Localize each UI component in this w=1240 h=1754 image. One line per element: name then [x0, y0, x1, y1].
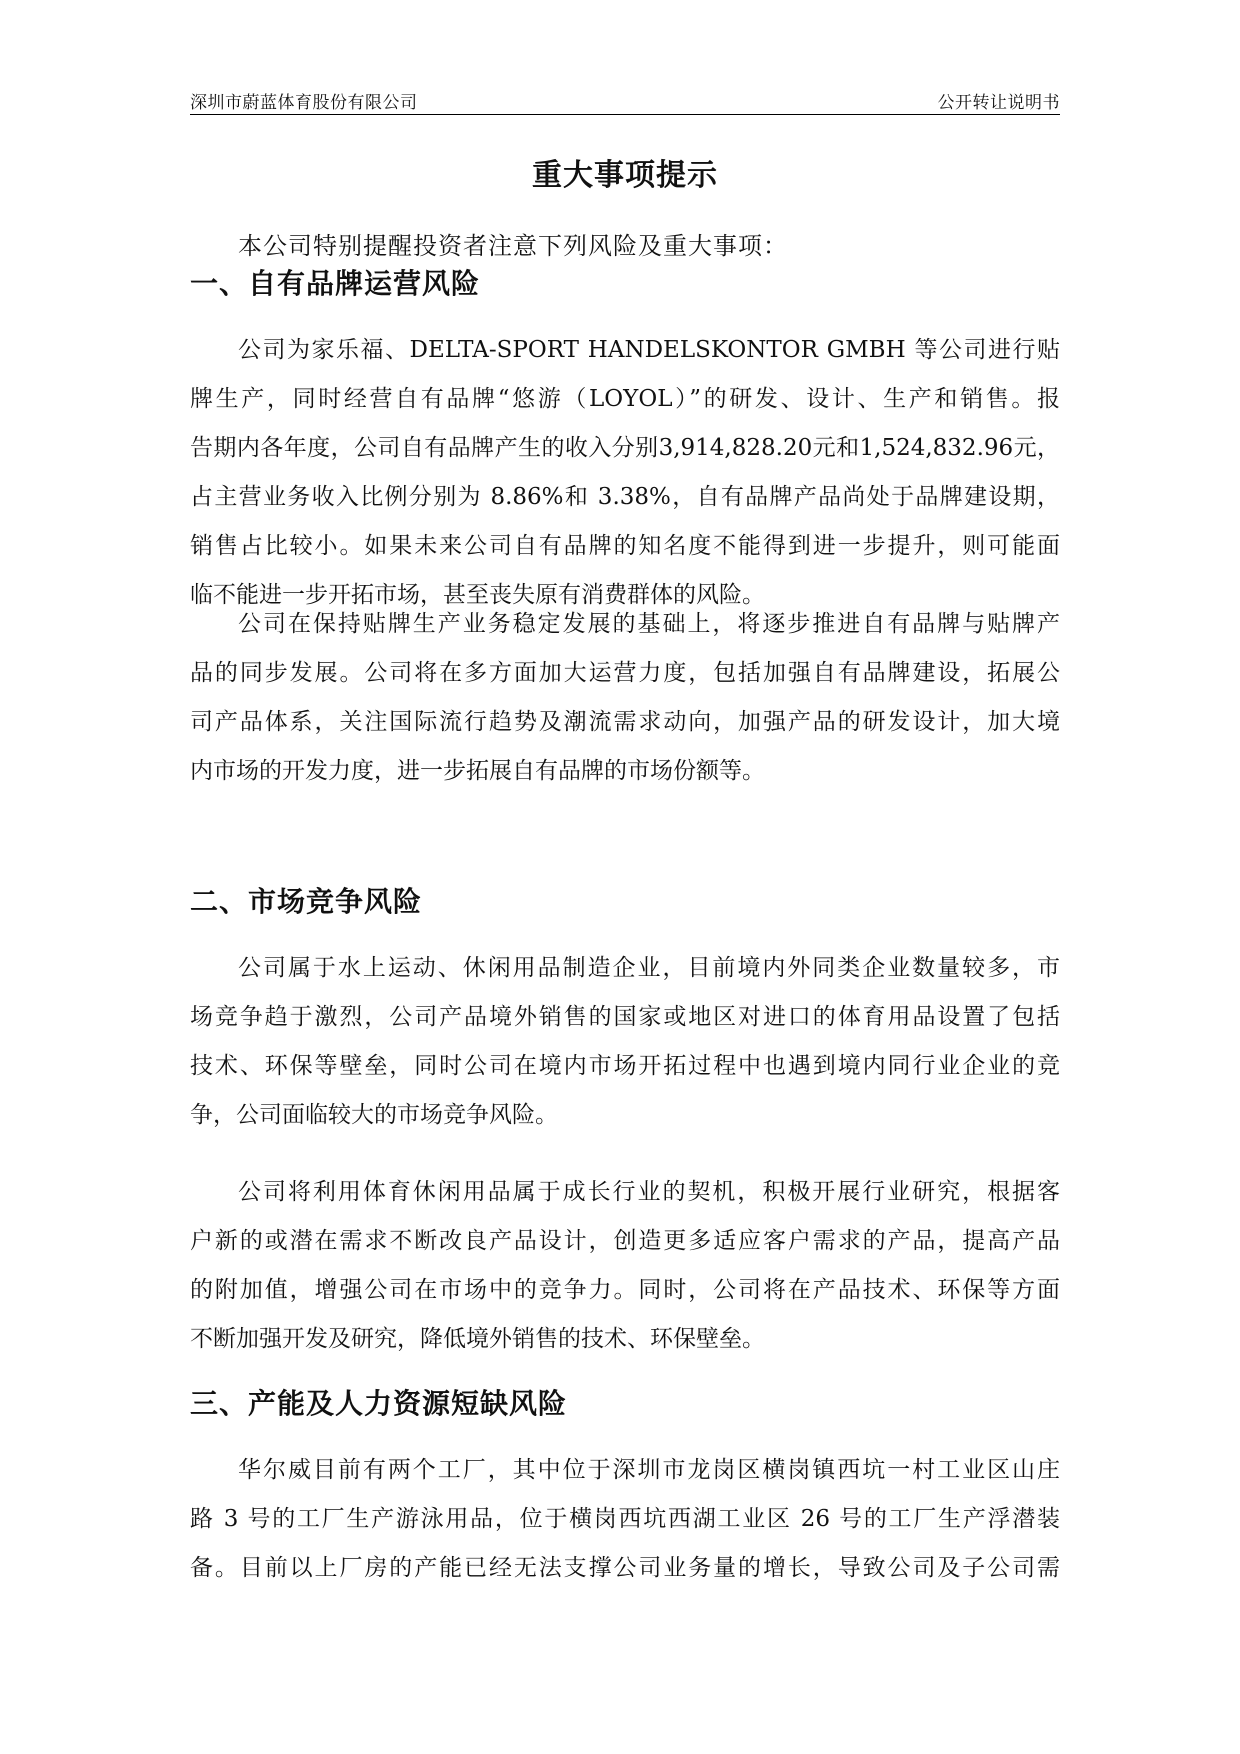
paragraph-line: 技术、环保等壁垒，同时公司在境内市场开拓过程中也遇到境内同行业企业的竞: [190, 1053, 1060, 1079]
paragraph-line: 销售占比较小。如果未来公司自有品牌的知名度不能得到进一步提升，则可能面: [190, 533, 1060, 559]
paragraph-line: 公司将利用体育休闲用品属于成长行业的契机，积极开展行业研究，根据客: [238, 1179, 1060, 1205]
paragraph-line: 公司为家乐福、DELTA-SPORT HANDELSKONTOR GMBH 等公司进行贴: [238, 337, 1060, 363]
paragraph-line: 牌生产，同时经营自有品牌“悠游（LOYOL）”的研发、设计、生产和销售。报: [190, 386, 1060, 412]
paragraph-line: 公司属于水上运动、休闲用品制造企业，目前境内外同类企业数量较多，市: [238, 955, 1060, 981]
paragraph-line: 临不能进一步开拓市场，甚至丧失原有消费群体的风险。: [190, 582, 765, 608]
paragraph-line: 内市场的开发力度，进一步拓展自有品牌的市场份额等。: [190, 758, 765, 784]
paragraph-line: 华尔威目前有两个工厂，其中位于深圳市龙岗区横岗镇西坑一村工业区山庄: [238, 1457, 1060, 1483]
paragraph-line: 告期内各年度，公司自有品牌产生的收入分别3,914,828.20元和1,524,832.96元，: [190, 435, 1060, 461]
section-heading-1: 一、自有品牌运营风险: [190, 267, 481, 300]
intro-text: 本公司特别提醒投资者注意下列风险及重大事项：: [238, 232, 788, 260]
paragraph-line: 的附加值，增强公司在市场中的竞争力。同时，公司将在产品技术、环保等方面: [190, 1277, 1060, 1303]
section-heading-2: 二、市场竞争风险: [190, 885, 423, 918]
paragraph-2-1: [190, 944, 1060, 1140]
header-document-type: 公开转让说明书: [937, 93, 1060, 113]
paragraph-line: 不断加强开发及研究，降低境外销售的技术、环保壁垒。: [190, 1326, 765, 1352]
paragraph-line: 司产品体系，关注国际流行趋势及潮流需求动向，加强产品的研发设计，加大境: [190, 709, 1060, 735]
paragraph-1-1: [190, 326, 1060, 620]
paragraph-line: 占主营业务收入比例分别为 8.86%和 3.38%，自有品牌产品尚处于品牌建设期，: [190, 484, 1060, 510]
paragraph-2-2: [190, 1168, 1060, 1364]
paragraph-line: 公司在保持贴牌生产业务稳定发展的基础上，将逐步推进自有品牌与贴牌产: [238, 611, 1060, 637]
section-heading-3: 三、产能及人力资源短缺风险: [190, 1387, 568, 1420]
paragraph-line: 争，公司面临较大的市场竞争风险。: [190, 1102, 558, 1128]
paragraph-line: 户新的或潜在需求不断改良产品设计，创造更多适应客户需求的产品，提高产品: [190, 1228, 1060, 1254]
paragraph-line: 场竞争趋于激烈，公司产品境外销售的国家或地区对进口的体育用品设置了包括: [190, 1004, 1060, 1030]
paragraph-line: 路 3 号的工厂生产游泳用品，位于横岗西坑西湖工业区 26 号的工厂生产浮潜装: [190, 1506, 1060, 1532]
page-header: [190, 86, 1060, 115]
header-company-name: 深圳市蔚蓝体育股份有限公司: [190, 93, 418, 113]
page-title: 重大事项提示: [532, 158, 718, 193]
paragraph-line: 品的同步发展。公司将在多方面加大运营力度，包括加强自有品牌建设，拓展公: [190, 660, 1060, 686]
paragraph-line: 备。目前以上厂房的产能已经无法支撑公司业务量的增长，导致公司及子公司需: [190, 1555, 1060, 1581]
paragraph-1-2: [190, 600, 1060, 796]
paragraph-3-1: [190, 1446, 1060, 1593]
